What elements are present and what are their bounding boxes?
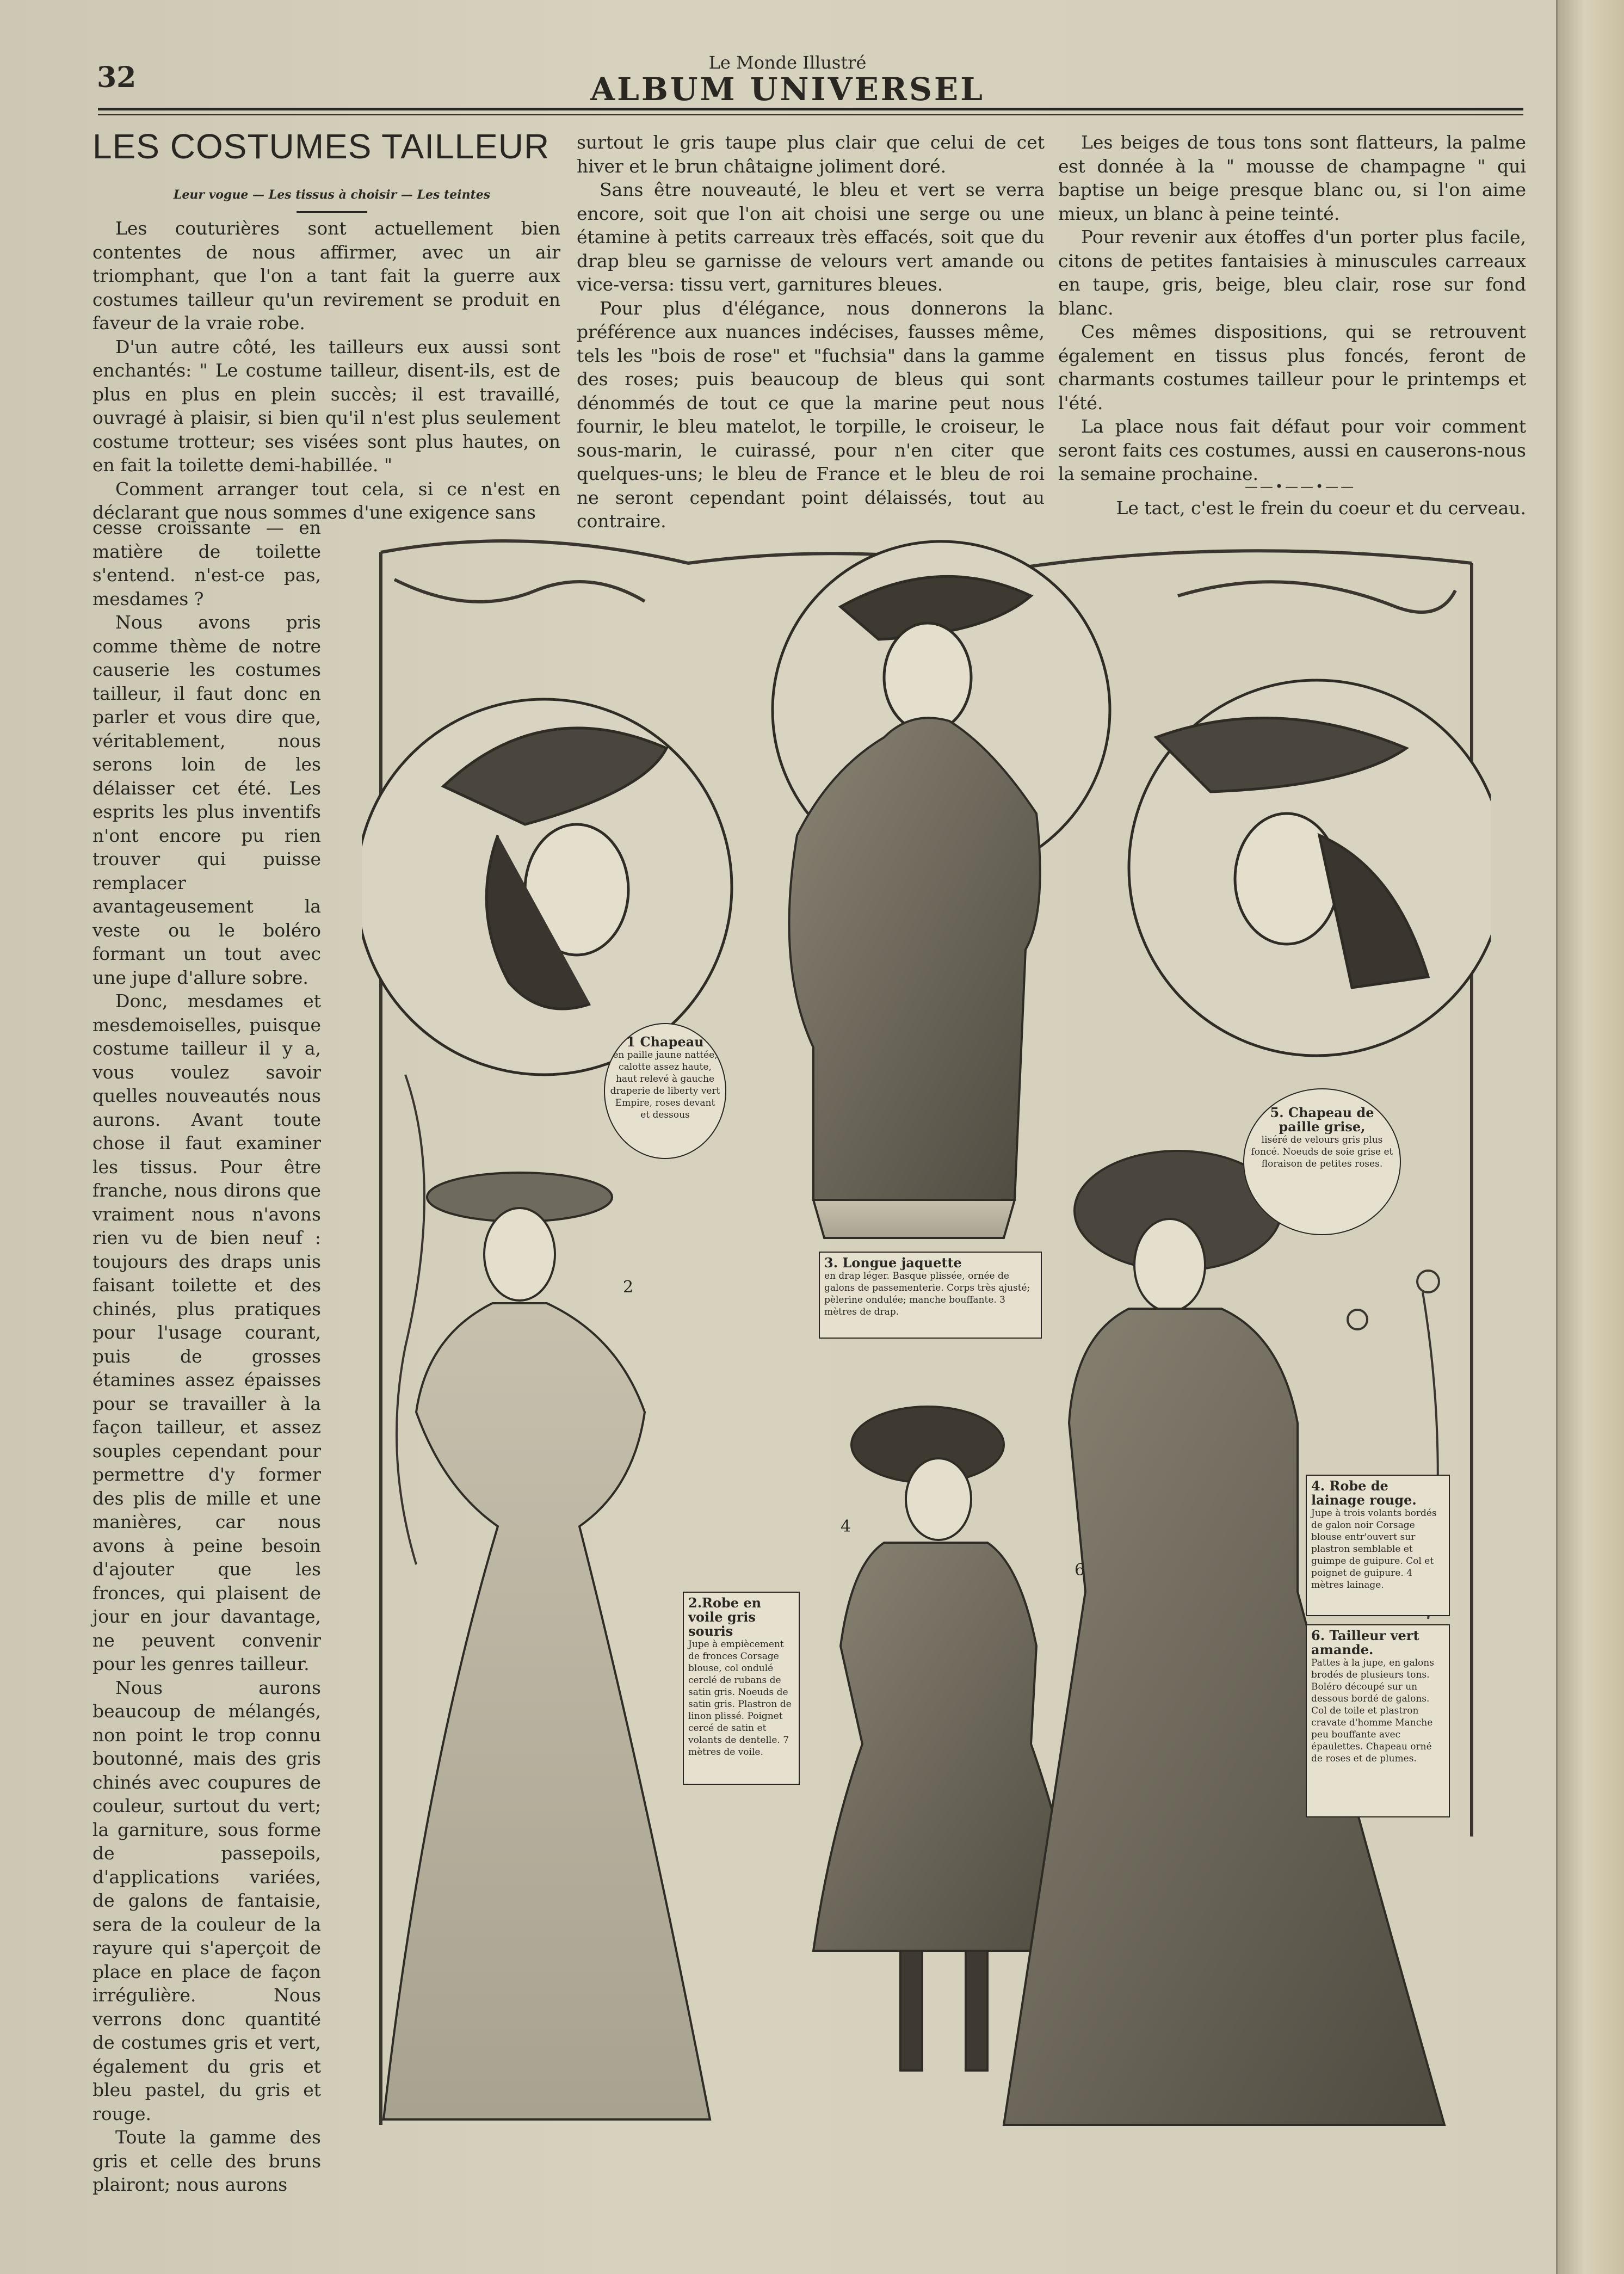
portrait-medallion-left <box>362 699 732 1075</box>
caption-text: en drap léger. Basque plissée, ornée de galons de passementerie. Corps très ajusté; pèlerine ondulée; manche bouffante. 3 mètres de drap. <box>824 1271 1030 1317</box>
caption-4-dress <box>1306 1475 1450 1616</box>
paragraph: Les beiges de tous tons sont flatteurs, la palme est donnée à la " mousse de champagne " qui baptise un beige presque blanc ou, si l'on aime mieux, un blanc à peine teinté. <box>1058 132 1526 224</box>
caption-text: en paille jaune nattée, calotte assez haute, haut relevé à gauche draperie de liberty vert Empire, roses devant et dessous <box>610 1050 720 1120</box>
article-title: LES COSTUMES TAILLEUR <box>92 127 550 166</box>
paragraph: Toute la gamme des gris et celle des bruns plairont; nous aurons <box>92 2127 321 2195</box>
caption-title: 2.Robe en voile gris souris <box>688 1595 762 1639</box>
caption-title: 4. Robe de lainage rouge. <box>1311 1478 1417 1508</box>
caption-1-hat <box>604 1023 726 1159</box>
caption-title: 1 Chapeau <box>626 1034 704 1050</box>
paragraph: Pour plus d'élégance, nous donnerons la préférence aux nuances indécises, fausses même, tels les "bois de rose" et "fuchsia" dans la gamme des roses; puis beaucoup de bleus qui sont dénommés de tout ce que la marine peut nous fournir, le bleu matelot, le torpille, le croiseur, le sous-marin, le cuirassé, pour n'en citer que quelques-uns; le bleu de France et le bleu de roi ne seront cependant point délaissés, tout au contraire. <box>577 297 1045 532</box>
paragraph: cesse croissante — en matière de toilette s'entend. n'est-ce pas, mesdames ? <box>92 517 321 609</box>
figure-3-long-jacket <box>789 718 1040 1238</box>
figure-number-6: 6 <box>1075 1561 1085 1580</box>
paragraph: Sans être nouveauté, le bleu et vert se verra encore, soit que l'on ait choisi une serge ou une étamine à petits carreaux très effacés, soit que du drap bleu se garnisse de velours vert amande ou vice-versa: tissu vert, garnitures bleues. <box>577 179 1045 295</box>
column-1-narrow <box>92 516 321 2197</box>
column-2 <box>577 131 1045 533</box>
paragraph: Ces mêmes dispositions, qui se retrouvent également en tissus plus foncés, feront de charmants costumes tailleur pour le printemps et l'été. <box>1058 321 1526 414</box>
caption-text: Jupe à empiècement de fronces Corsage blouse, col ondulé cerclé de rubans de satin gris. Noeuds de satin gris. Plastron de linon plissé. Poignet cercé de satin et volants de dentelle. 7 mètres de voile. <box>688 1639 792 1758</box>
caption-3-jacket <box>819 1252 1042 1339</box>
header-rule-thick <box>98 108 1523 110</box>
fashion-plate-illustration <box>362 531 1491 2155</box>
caption-title: 3. Longue jaquette <box>824 1255 962 1271</box>
page-fold-edge <box>1556 0 1624 2274</box>
paragraph: D'un autre côté, les tailleurs eux aussi sont enchantés: " Le costume tailleur, disent-ils, est de plus en plus en plein succès; il est travaillé, ouvragé à plaisir, si bien qu'il n'est plus seulement costume trotteur; ses visées sont plus hautes, on en fait la toilette demi-habillée. " <box>92 336 560 476</box>
paragraph: Donc, mesdames et mesdemoiselles, puisque costume tailleur il y a, vous voulez savoir quelles nouveautés nous aurons. Avant toute chose il faut examiner les tissus. Pour être franche, nous dirons que vraiment nous n'avons rien vu de bien neuf : toujours des draps unis faisant toilette et des chinés, plus pratiques pour l'usage courant, puis de grosses étamines assez épaisses pour se travailler à la façon tailleur, et assez souples cependant pour permettre d'y former des plis de mille et une manières, car nous avons à peine besoin d'ajouter que les fronces, qui plaisent de jour en jour davantage, ne peuvent convenir pour les genres tailleur. <box>92 990 321 1674</box>
figure-number-2: 2 <box>623 1278 634 1297</box>
header-kicker: Le Monde Illustré <box>708 52 867 73</box>
paragraph: surtout le gris taupe plus clair que celui de cet hiver et le brun châtaigne joliment doré. <box>577 132 1045 177</box>
caption-title: 6. Tailleur vert amande. <box>1311 1628 1419 1657</box>
caption-5-hat <box>1243 1088 1401 1235</box>
figure-2-grey-voile-dress <box>384 1173 710 2119</box>
separator-ornament: ——•——•—— <box>1244 479 1356 494</box>
caption-text: Jupe à trois volants bordés de galon noir Corsage blouse entr'ouvert sur plastron semblable et guimpe de guipure. Col et poignet de guipure. 4 mètres lainage. <box>1311 1508 1437 1591</box>
paragraph: Comment arranger tout cela, si ce n'est en déclarant que nous sommes d'une exigence sans <box>92 478 560 523</box>
caption-text: Pattes à la jupe, en galons brodés de plusieurs tons. Boléro découpé sur un dessous bordé de galons. Col de toile et plastron cravate d'homme Manche peu bouffante avec épaulettes. Chapeau orné de roses et de plumes. <box>1311 1657 1434 1764</box>
paragraph: La place nous fait défaut pour voir comment seront faits ces costumes, aussi en causerons-nous la semaine prochaine. <box>1058 416 1526 484</box>
paragraph: Pour revenir aux étoffes d'un porter plus facile, citons de petites fantaisies à minuscules carreaux en taupe, gris, beige, bleu clair, rose sur fond blanc. <box>1058 226 1526 319</box>
caption-text: liséré de velours gris plus foncé. Noeuds de soie grise et floraison de petites roses. <box>1251 1135 1393 1169</box>
subtitle-rule <box>297 211 367 213</box>
column-3 <box>1058 131 1526 486</box>
column-1-top <box>92 217 560 525</box>
caption-title: 5. Chapeau de paille grise, <box>1270 1105 1374 1135</box>
paragraph: Nous aurons beaucoup de mélangés, non point le trop connu boutonné, mais des gris chinés avec coupures de couleur, surtout du vert; la garniture, sous forme de passepoils, d'applications variées, de galons de fantaisie, sera de la couleur de la rayure qui s'aperçoit de place en place de façon irrégulière. Nous verrons donc quantité de costumes gris et vert, également du gris et bleu pastel, du gris et rouge. <box>92 1677 321 2124</box>
paragraph: Les couturières sont actuellement bien contentes de nous affirmer, avec un air triomphant, que l'on a tant fait la guerre aux costumes tailleur qu'un revirement se produit en faveur de la vraie robe. <box>92 218 560 334</box>
masthead-title: ALBUM UNIVERSEL <box>590 71 985 108</box>
paragraph: Nous avons pris comme thème de notre causerie les costumes tailleur, il faut donc en parler et vous dire que, véritablement, nous serons loin de les délaisser cet été. Les esprits les plus inventifs n'ont encore pu rien trouver qui puisse remplacer avantageusement la veste ou le boléro formant un tout avec une jupe d'allure sobre. <box>92 612 321 988</box>
figure-number-4: 4 <box>841 1517 851 1536</box>
maxim: Le tact, c'est le frein du coeur et du cerveau. <box>1116 497 1526 519</box>
portrait-medallion-right <box>1129 680 1491 1056</box>
caption-6-tailleur <box>1306 1624 1450 1817</box>
page-number: 32 <box>97 61 137 94</box>
article-subtitle: Leur vogue — Les tissus à choisir — Les teintes <box>173 188 491 202</box>
caption-2-dress <box>683 1592 800 1785</box>
header-rule-thin <box>98 114 1523 115</box>
